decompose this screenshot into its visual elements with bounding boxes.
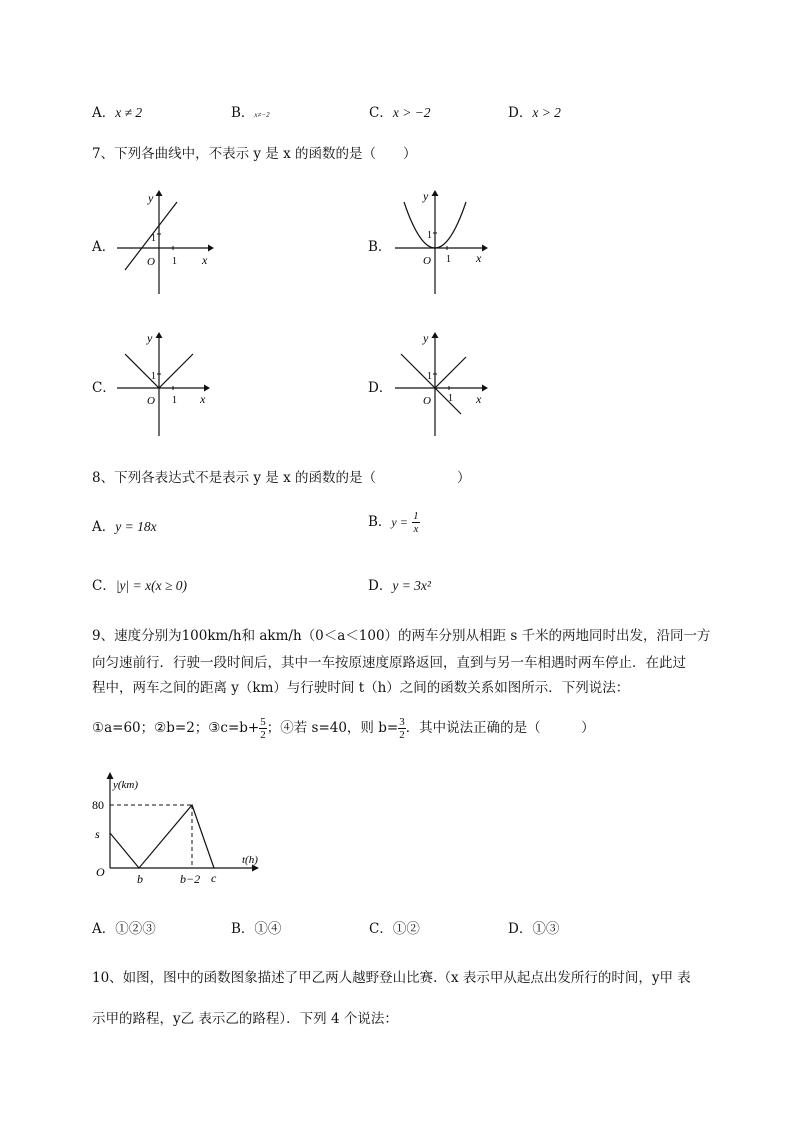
q6-option-a: A．x ≠ 2 bbox=[92, 105, 143, 121]
q8-option-b: B．y = $\frac{1}{x}$ bbox=[368, 510, 419, 535]
q9-line1: 9、速度分别为100km/h和 akm/h（0＜a＜100）的两车分别从相距 s 千米的两地同时出发，沿同一方 bbox=[92, 628, 711, 644]
tick-x-1: 1 bbox=[448, 393, 453, 404]
q8-option-a: A．y = 18x bbox=[92, 519, 157, 535]
tick-x-1: 1 bbox=[446, 254, 451, 265]
q9-option-a: A．①②③ bbox=[92, 921, 156, 937]
q7-graph-d bbox=[390, 330, 490, 438]
q7-option-c-letter: C． bbox=[92, 380, 116, 396]
q7-graph-c bbox=[112, 330, 212, 438]
q10-line2: 示甲的路程，y乙 表示乙的路程）．下列 4 个说法： bbox=[92, 1011, 398, 1027]
axis-x-label: x bbox=[476, 392, 482, 406]
graph-xb: b bbox=[137, 872, 143, 886]
q7-option-a-letter: A． bbox=[92, 239, 116, 255]
graph-xlabel: t(h) bbox=[242, 854, 258, 866]
q6-option-b: B．x≠−2 bbox=[231, 105, 270, 121]
q9-line3: 程中，两车之间的距离 y（km）与行驶时间 t（h）之间的函数关系如图所示．下列说法： bbox=[92, 680, 630, 696]
axis-y-label: y bbox=[147, 331, 153, 345]
tick-y-1: 1 bbox=[151, 371, 156, 382]
graph-xb2: b−2 bbox=[180, 872, 201, 886]
graph-ys: s bbox=[95, 827, 100, 841]
axis-x-label: x bbox=[202, 253, 208, 267]
tick-x-1: 1 bbox=[172, 256, 177, 267]
q6-option-d: D．x > 2 bbox=[508, 105, 561, 121]
axis-y-label: y bbox=[423, 189, 429, 203]
q8-stem: 8、下列各表达式不是表示 y 是 x 的函数的是（ ） bbox=[92, 470, 471, 486]
tick-y-1: 1 bbox=[427, 371, 432, 382]
q8-option-c: C．|y| = x(x ≥ 0) bbox=[92, 578, 188, 594]
q9-option-b: B．①④ bbox=[231, 921, 282, 937]
tick-x-1: 1 bbox=[172, 395, 177, 406]
graph-origin: O bbox=[96, 865, 105, 879]
axis-x-label: x bbox=[200, 392, 206, 406]
axis-x-label: x bbox=[476, 251, 482, 265]
graph-y80: 80 bbox=[92, 798, 104, 812]
graph-xc: c bbox=[211, 871, 217, 885]
q9-line2: 向匀速前行．行驶一段时间后，其中一车按原速度原路返回，直到与另一车相遇时两车停止．在此过 bbox=[92, 655, 686, 671]
tick-y-1: 1 bbox=[427, 230, 432, 241]
q9-statements: ①a=60；②b=2；③c=b+ $\frac{5}{2}$ ；④若 s=40，则 b= $\frac{3}{2}$ ．其中说法正确的是（ ） bbox=[92, 716, 595, 741]
origin-label: O bbox=[147, 395, 155, 407]
origin-label: O bbox=[147, 256, 155, 268]
axis-y-label: y bbox=[148, 191, 154, 205]
q7-graph-b bbox=[390, 188, 490, 296]
q7-stem: 7、下列各曲线中，不表示 y 是 x 的函数的是（ ） bbox=[92, 146, 417, 162]
q6-option-c: C．x > −2 bbox=[369, 105, 431, 121]
tick-y-1: 1 bbox=[151, 233, 156, 244]
q9-option-c: C．①② bbox=[369, 921, 420, 937]
origin-label: O bbox=[423, 395, 431, 407]
axis-y-label: y bbox=[423, 331, 429, 345]
q7-graph-a bbox=[112, 188, 212, 296]
q7-option-b-letter: B． bbox=[368, 239, 392, 255]
origin-label: O bbox=[423, 255, 431, 267]
graph-ylabel: y(km) bbox=[113, 779, 139, 791]
q9-graph bbox=[92, 772, 272, 892]
q8-option-d: D．y = 3x² bbox=[368, 578, 431, 594]
q7-option-d-letter: D． bbox=[368, 380, 393, 396]
q10-line1: 10、如图，图中的函数图象描述了甲乙两人越野登山比赛.（x 表示甲从起点出发所行的时间，y甲 表 bbox=[92, 970, 691, 986]
q9-option-d: D．①③ bbox=[508, 921, 560, 937]
